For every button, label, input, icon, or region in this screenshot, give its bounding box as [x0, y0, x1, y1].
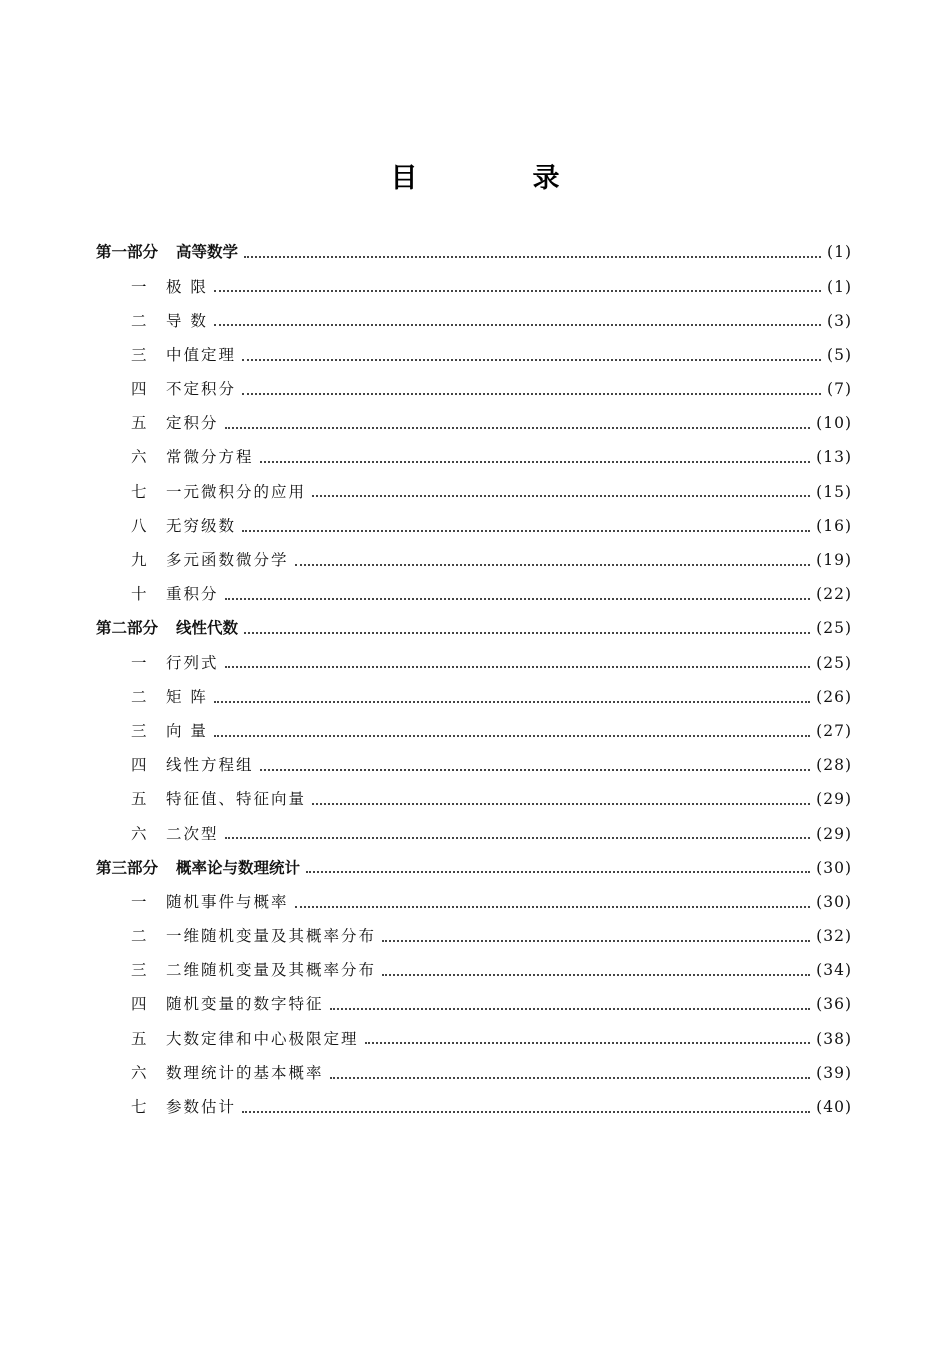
section-number: 一: [131, 277, 147, 296]
dot-leader: [312, 495, 810, 497]
page-number: (1): [827, 277, 852, 296]
section-title: 中值定理: [166, 345, 237, 364]
toc-part-entry[interactable]: [96, 236, 852, 270]
page-number: (36): [816, 995, 852, 1014]
page-number: (19): [816, 551, 852, 570]
page-number: (3): [827, 311, 852, 330]
section-number: 一: [131, 653, 147, 672]
section-title: 导 数: [166, 311, 208, 330]
section-title: 大数定律和中心极限定理: [166, 1029, 359, 1048]
section-number: 三: [131, 961, 147, 980]
section-title: 二维随机变量及其概率分布: [166, 961, 377, 980]
page-number: (40): [816, 1098, 852, 1117]
dot-leader: [242, 359, 821, 361]
toc-section-entry[interactable]: [96, 407, 852, 441]
dot-leader: [382, 940, 810, 942]
dot-leader: [260, 461, 811, 463]
section-number: 十: [131, 585, 147, 604]
dot-leader: [244, 632, 810, 634]
toc-section-entry[interactable]: [96, 680, 852, 714]
section-title: 行列式: [166, 653, 219, 672]
dot-leader: [295, 564, 811, 566]
part-title: 高等数学: [176, 243, 239, 262]
toc-section-entry[interactable]: [96, 270, 852, 304]
page-number: (25): [816, 619, 852, 638]
page-number: (26): [816, 687, 852, 706]
page-number: (39): [816, 1063, 852, 1082]
section-title: 定积分: [166, 414, 219, 433]
toc-section-entry[interactable]: [96, 988, 852, 1022]
dot-leader: [382, 974, 810, 976]
toc-section-entry[interactable]: [96, 578, 852, 612]
section-number: 四: [131, 995, 147, 1014]
section-title: 常微分方程: [166, 448, 254, 467]
section-number: 三: [131, 345, 147, 364]
section-number: 四: [131, 380, 147, 399]
section-title: 参数估计: [166, 1098, 237, 1117]
section-title: 随机事件与概率: [166, 892, 289, 911]
toc-section-entry[interactable]: [96, 441, 852, 475]
section-title: 特征值、特征向量: [166, 790, 307, 809]
section-title: 向 量: [166, 721, 208, 740]
toc-part-entry[interactable]: [96, 612, 852, 646]
page-number: (38): [816, 1029, 852, 1048]
page-number: (13): [816, 448, 852, 467]
section-number: 七: [131, 1098, 147, 1117]
part-title: 概率论与数理统计: [176, 858, 301, 877]
section-title: 线性方程组: [166, 756, 254, 775]
part-title: 线性代数: [176, 619, 239, 638]
dot-leader: [214, 735, 810, 737]
page-number: (32): [816, 927, 852, 946]
page-title: 目 录: [390, 163, 604, 194]
toc-section-entry[interactable]: [96, 1057, 852, 1091]
section-number: 七: [131, 482, 147, 501]
dot-leader: [214, 701, 810, 703]
page-number: (29): [816, 790, 852, 809]
toc-section-entry[interactable]: [96, 475, 852, 509]
toc-section-entry[interactable]: [96, 373, 852, 407]
page-number: (28): [816, 756, 852, 775]
page-number: (16): [816, 516, 852, 535]
part-number: 第二部分: [96, 619, 159, 638]
section-number: 五: [131, 1029, 147, 1048]
page-number: (5): [827, 345, 852, 364]
section-title: 一维随机变量及其概率分布: [166, 927, 377, 946]
section-number: 三: [131, 721, 147, 740]
section-number: 八: [131, 516, 147, 535]
page-number: (25): [816, 653, 852, 672]
toc-section-entry[interactable]: [96, 339, 852, 373]
dot-leader: [225, 837, 811, 839]
section-title: 无穷级数: [166, 516, 237, 535]
section-number: 九: [131, 551, 147, 570]
toc-section-entry[interactable]: [96, 817, 852, 851]
toc-section-entry[interactable]: [96, 304, 852, 338]
section-title: 随机变量的数字特征: [166, 995, 324, 1014]
section-title: 数理统计的基本概率: [166, 1063, 324, 1082]
page-number: (7): [827, 380, 852, 399]
section-number: 五: [131, 790, 147, 809]
toc-section-entry[interactable]: [96, 544, 852, 578]
dot-leader: [242, 530, 810, 532]
section-title: 一元微积分的应用: [166, 482, 307, 501]
dot-leader: [260, 769, 811, 771]
toc-section-entry[interactable]: [96, 1091, 852, 1125]
page-number: (27): [816, 721, 852, 740]
dot-leader: [225, 598, 811, 600]
section-title: 重积分: [166, 585, 219, 604]
section-title: 二次型: [166, 824, 219, 843]
toc-section-entry[interactable]: [96, 920, 852, 954]
part-number: 第一部分: [96, 243, 159, 262]
toc-section-entry[interactable]: [96, 783, 852, 817]
page-number: (30): [816, 858, 852, 877]
section-number: 五: [131, 414, 147, 433]
dot-leader: [244, 256, 821, 258]
page-number: (1): [827, 243, 852, 262]
page-number: (29): [816, 824, 852, 843]
section-number: 六: [131, 824, 147, 843]
toc-part-entry[interactable]: [96, 851, 852, 885]
dot-leader: [330, 1077, 811, 1079]
section-number: 二: [131, 927, 147, 946]
section-number: 二: [131, 311, 147, 330]
dot-leader: [225, 666, 811, 668]
section-title: 矩 阵: [166, 687, 208, 706]
toc-section-entry[interactable]: [96, 886, 852, 920]
page-number: (15): [816, 482, 852, 501]
dot-leader: [225, 427, 811, 429]
toc-section-entry[interactable]: [96, 749, 852, 783]
dot-leader: [330, 1008, 811, 1010]
section-number: 四: [131, 756, 147, 775]
dot-leader: [242, 1111, 810, 1113]
table-of-contents: [96, 236, 852, 1125]
dot-leader: [295, 906, 811, 908]
toc-section-entry[interactable]: [96, 715, 852, 749]
dot-leader: [312, 803, 810, 805]
toc-section-entry[interactable]: [96, 1022, 852, 1056]
toc-section-entry[interactable]: [96, 510, 852, 544]
dot-leader: [306, 871, 810, 873]
section-title: 极 限: [166, 277, 208, 296]
toc-section-entry[interactable]: [96, 646, 852, 680]
page-number: (22): [816, 585, 852, 604]
part-number: 第三部分: [96, 858, 159, 877]
section-number: 六: [131, 448, 147, 467]
section-title: 不定积分: [166, 380, 237, 399]
toc-section-entry[interactable]: [96, 954, 852, 988]
dot-leader: [214, 324, 821, 326]
dot-leader: [365, 1042, 811, 1044]
section-number: 一: [131, 892, 147, 911]
section-number: 二: [131, 687, 147, 706]
dot-leader: [242, 393, 821, 395]
page-number: (30): [816, 892, 852, 911]
dot-leader: [214, 290, 821, 292]
page-number: (10): [816, 414, 852, 433]
section-title: 多元函数微分学: [166, 551, 289, 570]
page-number: (34): [816, 961, 852, 980]
section-number: 六: [131, 1063, 147, 1082]
